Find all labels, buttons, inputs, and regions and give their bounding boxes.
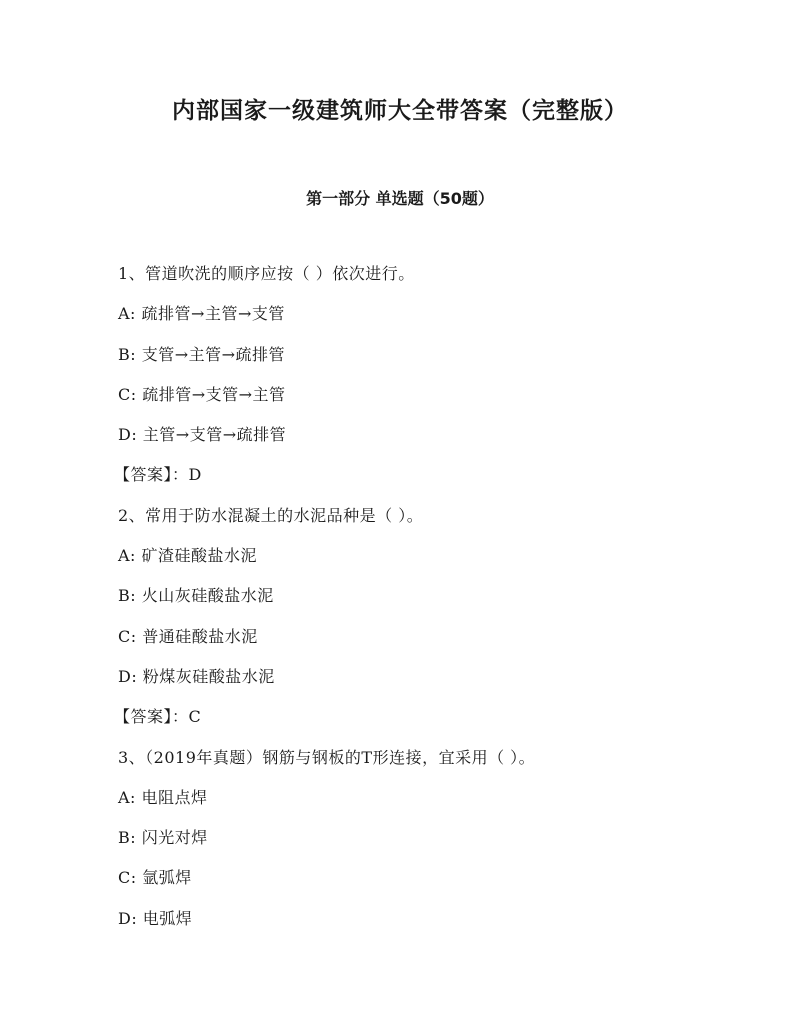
question-2-option-a: A: 矿渣硅酸盐水泥 bbox=[118, 546, 258, 566]
question-3-stem: 3、（2019年真题）钢筋与钢板的T形连接，宜采用（ ）。 bbox=[118, 747, 536, 767]
section-title: 第一部分 单选题（50题） bbox=[306, 189, 494, 208]
question-list bbox=[114, 262, 758, 947]
question-1-option-a: A: 疏排管→主管→支管 bbox=[118, 304, 285, 324]
question-3-option-b: B: 闪光对焊 bbox=[118, 828, 208, 848]
document-title: 内部国家一级建筑师大全带答案（完整版） bbox=[172, 97, 628, 124]
question-3-option-c: C: 氩弧焊 bbox=[118, 868, 192, 888]
question-2-stem: 2、常用于防水混凝土的水泥品种是（ ）。 bbox=[118, 505, 424, 525]
question-2-option-b: B: 火山灰硅酸盐水泥 bbox=[118, 586, 274, 606]
question-3-option-d: D: 电弧焊 bbox=[118, 908, 193, 928]
question-2-answer: 【答案】：C bbox=[114, 707, 202, 727]
question-1-stem: 1、管道吹洗的顺序应按（ ）依次进行。 bbox=[118, 264, 415, 283]
question-1-answer: 【答案】：D bbox=[114, 465, 202, 485]
question-2-option-d: D: 粉煤灰硅酸盐水泥 bbox=[118, 666, 275, 686]
question-2-option-c: C: 普通硅酸盐水泥 bbox=[118, 626, 258, 646]
question-1-option-b: B: 支管→主管→疏排管 bbox=[118, 344, 286, 364]
question-1-option-d: D: 主管→支管→疏排管 bbox=[118, 425, 287, 445]
question-3-option-a: A: 电阻点焊 bbox=[118, 787, 208, 807]
question-1-option-c: C: 疏排管→支管→主管 bbox=[118, 384, 286, 404]
